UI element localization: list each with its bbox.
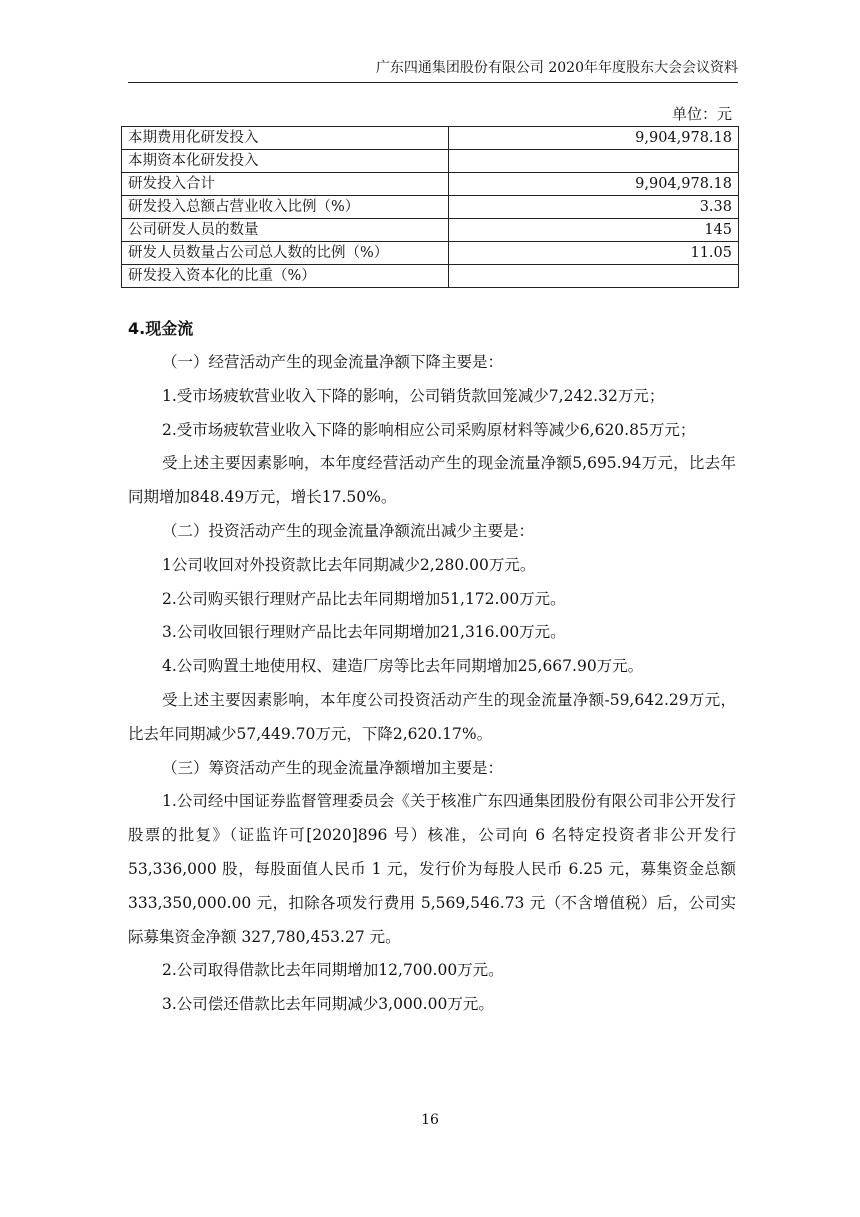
paragraph-operating-item-2: 2.受市场疲软营业收入下降的影响相应公司采购原材料等减少6,620.85万元；: [162, 420, 696, 439]
table-unit-label: 单位：元: [671, 105, 732, 123]
row-value: 145: [449, 219, 739, 242]
row-label: 研发人员数量占公司总人数的比例（%）: [122, 242, 449, 265]
paragraph-operating-item-1: 1.受市场疲软营业收入下降的影响，公司销货款回笼减少7,242.32万元；: [162, 386, 665, 405]
row-label: 本期资本化研发投入: [122, 150, 449, 173]
row-label: 研发投入合计: [122, 173, 449, 196]
paragraph-operating-summary: 受上述主要因素影响，本年度经营活动产生的现金流量净额5,695.94万元，比去年同期增加848.49万元，增长17.50%。: [128, 454, 736, 507]
table-row: [122, 242, 739, 265]
row-label: 公司研发人员的数量: [122, 219, 449, 242]
header-divider: [128, 82, 738, 83]
table-row: [122, 127, 739, 150]
row-value: 9,904,978.18: [449, 127, 739, 150]
paragraph-investing-item-3: 3.公司收回银行理财产品比去年同期增加21,316.00万元。: [162, 623, 566, 642]
paragraph-financing-item-3: 3.公司偿还借款比去年同期减少3,000.00万元。: [162, 995, 494, 1014]
paragraph-investing-item-1: 1公司收回对外投资款比去年同期减少2,280.00万元。: [162, 555, 536, 574]
paragraph-investing-item-4: 4.公司购置土地使用权、建造厂房等比去年同期增加25,667.90万元。: [162, 657, 644, 676]
section-heading: 4.现金流: [128, 319, 194, 338]
rd-investment-table: [121, 126, 739, 288]
row-value: 3.38: [449, 196, 739, 219]
paragraph-financing-intro: （三）筹资活动产生的现金流量净额增加主要是：: [162, 758, 504, 777]
paragraph-financing-item-2: 2.公司取得借款比去年同期增加12,700.00万元。: [162, 961, 504, 980]
table-row: [122, 173, 739, 196]
row-value: 9,904,978.18: [449, 173, 739, 196]
paragraph-financing-item-1: 1.公司经中国证券监督管理委员会《关于核准广东四通集团股份有限公司非公开发行股票的批复》（证监许可[2020]896 号）核准，公司向 6 名特定投资者非公开发行 53,336,000 股，每股面值人民币 1 元，发行价为每股人民币 6.25 元，募集资金总额 333,350,000.00 元，扣除各项发行费用 5,569,546.73 元（不含增值税）后，公司实际募集资金净额 327,780,453.27 元。: [128, 792, 736, 946]
cash-flow-section: [128, 312, 736, 1022]
row-value: [449, 150, 739, 173]
row-value: [449, 265, 739, 288]
row-label: 研发投入资本化的比重（%）: [122, 265, 449, 288]
paragraph-investing-item-2: 2.公司购买银行理财产品比去年同期增加51,172.00万元。: [162, 589, 566, 608]
table-row: [122, 150, 739, 173]
page-number: 16: [421, 1112, 439, 1128]
row-label: 本期费用化研发投入: [122, 127, 449, 150]
paragraph-investing-summary: 受上述主要因素影响，本年度公司投资活动产生的现金流量净额-59,642.29万元，比去年同期减少57,449.70万元，下降2,620.17%。: [128, 690, 736, 743]
table-row: [122, 196, 739, 219]
row-label: 研发投入总额占营业收入比例（%）: [122, 196, 449, 219]
paragraph-investing-intro: （二）投资活动产生的现金流量净额流出减少主要是：: [162, 521, 535, 540]
paragraph-operating-intro: （一）经营活动产生的现金流量净额下降主要是：: [162, 353, 504, 371]
table-row: [122, 265, 739, 288]
row-value: 11.05: [449, 242, 739, 265]
running-header: 广东四通集团股份有限公司 2020年年度股东大会会议资料: [375, 60, 738, 76]
table-row: [122, 219, 739, 242]
